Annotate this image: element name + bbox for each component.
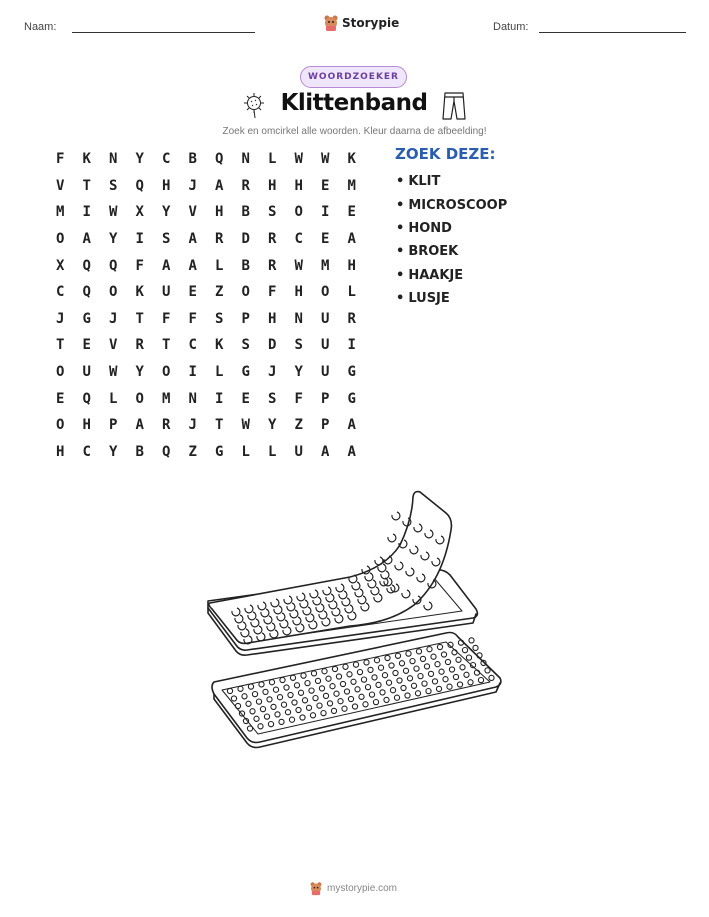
grid-cell[interactable]: S [109, 177, 118, 194]
bullet: • [396, 197, 405, 213]
grid-cell[interactable]: F [162, 310, 171, 327]
grid-cell[interactable]: Q [109, 257, 118, 274]
grid-cell[interactable]: E [321, 231, 330, 248]
grid-cell[interactable]: L [347, 284, 356, 301]
grid-cell[interactable]: A [188, 231, 197, 248]
grid-cell[interactable]: A [82, 231, 91, 248]
grid-cell[interactable]: K [347, 151, 356, 168]
grid-cell[interactable]: X [135, 204, 144, 221]
instructions: Zoek en omcirkel alle woorden. Kleur daarna de afbeelding! [222, 126, 487, 137]
grid-cell[interactable]: H [162, 177, 171, 194]
footer [309, 881, 397, 896]
name-line[interactable] [72, 32, 255, 33]
grid-cell[interactable]: J [188, 177, 197, 194]
grid-cell[interactable]: B [135, 443, 144, 460]
grid-cell[interactable]: R [162, 417, 171, 434]
grid-cell[interactable]: T [162, 337, 171, 354]
grid-cell[interactable]: P [321, 390, 330, 407]
grid-cell[interactable]: B [241, 257, 250, 274]
grid-cell[interactable]: R [135, 337, 144, 354]
grid-cell[interactable]: G [241, 364, 250, 381]
grid-cell[interactable]: Y [294, 364, 303, 381]
footer-url[interactable]: mystorypie.com [327, 883, 398, 894]
grid-cell[interactable]: R [347, 310, 356, 327]
grid-cell[interactable]: L [241, 443, 250, 460]
word-item [396, 170, 596, 193]
grid-cell[interactable]: S [268, 390, 277, 407]
grid-cell[interactable]: Y [162, 204, 171, 221]
grid-cell[interactable]: I [347, 337, 356, 354]
grid-cell[interactable]: N [109, 151, 118, 168]
grid-cell[interactable]: Y [135, 151, 144, 168]
bullet: • [396, 174, 405, 190]
grid-cell[interactable]: W [294, 257, 303, 274]
loop-mark [473, 645, 478, 650]
grid-cell[interactable]: D [268, 337, 277, 354]
grid-cell[interactable]: E [241, 390, 250, 407]
grid-cell[interactable]: K [82, 151, 91, 168]
grid-cell[interactable]: J [268, 364, 277, 381]
grid-cell[interactable]: A [347, 417, 356, 434]
grid-cell[interactable]: H [82, 417, 91, 434]
grid-cell[interactable]: Q [162, 443, 171, 460]
grid-cell[interactable]: S [162, 231, 171, 248]
grid-cell[interactable]: S [268, 204, 277, 221]
grid-cell[interactable]: C [162, 151, 171, 168]
grid-cell[interactable]: M [56, 204, 65, 221]
word-item [396, 193, 596, 216]
word-item [396, 264, 596, 287]
grid-cell[interactable]: M [321, 257, 330, 274]
grid-cell[interactable]: F [135, 257, 144, 274]
grid-cell[interactable]: U [162, 284, 171, 301]
grid-cell[interactable]: S [215, 310, 224, 327]
grid-cell[interactable]: E [56, 390, 65, 407]
grid-cell[interactable]: A [188, 257, 197, 274]
burr-icon [240, 91, 268, 119]
grid-cell[interactable]: V [56, 177, 65, 194]
storypie-logo-icon [323, 14, 339, 32]
bullet: • [396, 267, 405, 283]
grid-cell[interactable]: O [56, 231, 65, 248]
grid-cell[interactable]: O [56, 364, 65, 381]
grid-cell[interactable]: O [321, 284, 330, 301]
grid-cell[interactable]: U [321, 337, 330, 354]
grid-cell[interactable]: H [294, 177, 303, 194]
grid-cell[interactable]: Z [215, 284, 224, 301]
grid-cell[interactable]: P [241, 310, 250, 327]
grid-cell[interactable]: Q [135, 177, 144, 194]
date-line[interactable] [539, 32, 686, 33]
velcro-illustration [200, 485, 510, 750]
grid-cell[interactable]: A [162, 257, 171, 274]
word-item [396, 217, 596, 240]
grid-cell[interactable]: N [294, 310, 303, 327]
grid-cell[interactable]: F [56, 151, 65, 168]
grid-cell[interactable]: C [188, 337, 197, 354]
hook-mark [388, 534, 396, 542]
grid-cell[interactable]: C [56, 284, 65, 301]
grid-cell[interactable]: Q [82, 390, 91, 407]
grid-cell[interactable]: U [321, 364, 330, 381]
grid-cell[interactable]: R [241, 177, 250, 194]
grid-cell[interactable]: S [241, 337, 250, 354]
word-item [396, 287, 596, 310]
grid-cell[interactable]: F [268, 284, 277, 301]
bullet: • [396, 244, 405, 260]
grid-cell[interactable]: U [82, 364, 91, 381]
grid-cell[interactable]: Z [188, 443, 197, 460]
hook-mark [375, 557, 383, 565]
grid-cell[interactable]: Y [109, 443, 118, 460]
grid-cell[interactable]: O [294, 204, 303, 221]
grid-cell[interactable]: W [241, 417, 250, 434]
grid-cell[interactable]: Y [268, 417, 277, 434]
grid-cell[interactable]: A [135, 417, 144, 434]
grid-cell[interactable]: V [109, 337, 118, 354]
grid-cell[interactable]: A [347, 443, 356, 460]
grid-cell[interactable]: T [135, 310, 144, 327]
date-label: Datum: [493, 21, 529, 33]
grid-cell[interactable]: J [188, 417, 197, 434]
grid-cell[interactable]: X [56, 257, 65, 274]
grid-cell[interactable]: R [215, 231, 224, 248]
loop-mark [469, 638, 474, 643]
grid-cell[interactable]: L [215, 364, 224, 381]
word-label: LUSJE [408, 291, 450, 307]
grid-cell[interactable]: H [347, 257, 356, 274]
grid-cell[interactable]: C [82, 443, 91, 460]
grid-cell[interactable]: B [241, 204, 250, 221]
word-label: BROEK [408, 244, 459, 260]
hook-mark [392, 512, 400, 520]
word-list-title: ZOEK DEZE: [395, 145, 496, 163]
bullet: • [396, 220, 405, 236]
grid-cell[interactable]: U [294, 443, 303, 460]
word-label: HAAKJE [408, 267, 464, 283]
grid-cell[interactable]: Z [294, 417, 303, 434]
grid-cell[interactable]: F [294, 390, 303, 407]
grid-cell[interactable]: K [215, 337, 224, 354]
storypie-logo [323, 13, 399, 33]
word-item [396, 240, 596, 263]
grid-cell[interactable]: V [188, 204, 197, 221]
grid-cell[interactable]: M [162, 390, 171, 407]
grid-cell[interactable]: L [268, 151, 277, 168]
grid-cell[interactable]: L [215, 257, 224, 274]
letter-grid [47, 146, 365, 465]
grid-cell[interactable]: U [321, 310, 330, 327]
grid-cell[interactable]: O [162, 364, 171, 381]
logo-text: Storypie [342, 16, 400, 30]
grid-cell[interactable]: E [347, 204, 356, 221]
grid-cell[interactable]: F [188, 310, 197, 327]
word-label: KLIT [408, 174, 441, 190]
grid-cell[interactable]: C [294, 231, 303, 248]
grid-cell[interactable]: A [215, 177, 224, 194]
grid-cell[interactable]: O [135, 390, 144, 407]
grid-cell[interactable]: O [241, 284, 250, 301]
grid-cell[interactable]: E [188, 284, 197, 301]
word-label: HOND [408, 220, 452, 236]
grid-cell[interactable]: H [294, 284, 303, 301]
grid-cell[interactable]: I [188, 364, 197, 381]
grid-cell[interactable]: Y [109, 231, 118, 248]
grid-cell[interactable]: A [347, 231, 356, 248]
grid-cell[interactable]: I [135, 231, 144, 248]
grid-cell[interactable]: I [82, 204, 91, 221]
grid-cell[interactable]: N [188, 390, 197, 407]
trousers-icon [440, 91, 468, 121]
grid-cell[interactable]: S [294, 337, 303, 354]
grid-cell[interactable]: K [135, 284, 144, 301]
grid-cell[interactable]: D [241, 231, 250, 248]
grid-cell[interactable]: E [321, 177, 330, 194]
grid-cell[interactable]: I [215, 390, 224, 407]
grid-cell[interactable]: H [268, 177, 277, 194]
word-list [396, 170, 596, 310]
type-badge: WOORDZOEKER [300, 66, 407, 88]
grid-cell[interactable]: G [215, 443, 224, 460]
grid-cell[interactable]: W [321, 151, 330, 168]
grid-cell[interactable]: O [109, 284, 118, 301]
grid-cell[interactable]: E [82, 337, 91, 354]
grid-cell[interactable]: T [215, 417, 224, 434]
grid-cell[interactable]: O [56, 417, 65, 434]
grid-cell[interactable]: R [268, 231, 277, 248]
page-title: Klittenband [280, 90, 428, 116]
grid-cell[interactable]: I [321, 204, 330, 221]
grid-cell[interactable]: G [82, 310, 91, 327]
bullet: • [396, 291, 405, 307]
grid-cell[interactable]: H [215, 204, 224, 221]
grid-cell[interactable]: A [321, 443, 330, 460]
grid-cell[interactable]: N [241, 151, 250, 168]
grid-cell[interactable]: L [268, 443, 277, 460]
storypie-footer-icon [309, 881, 323, 896]
grid-cell[interactable]: T [82, 177, 91, 194]
grid-cell[interactable]: J [56, 310, 65, 327]
grid-cell[interactable]: M [347, 177, 356, 194]
grid-cell[interactable]: G [347, 390, 356, 407]
grid-cell[interactable]: Q [82, 257, 91, 274]
grid-cell[interactable]: P [321, 417, 330, 434]
grid-cell[interactable]: Q [215, 151, 224, 168]
grid-cell[interactable]: W [109, 364, 118, 381]
grid-cell[interactable]: W [109, 204, 118, 221]
grid-cell[interactable]: J [109, 310, 118, 327]
grid-cell[interactable]: W [294, 151, 303, 168]
grid-cell[interactable]: G [347, 364, 356, 381]
grid-cell[interactable]: Q [82, 284, 91, 301]
word-label: MICROSCOOP [408, 197, 508, 213]
grid-cell[interactable]: R [268, 257, 277, 274]
grid-cell[interactable]: Y [135, 364, 144, 381]
grid-cell[interactable]: L [109, 390, 118, 407]
grid-cell[interactable]: H [268, 310, 277, 327]
grid-cell[interactable]: T [56, 337, 65, 354]
grid-cell[interactable]: H [56, 443, 65, 460]
name-label: Naam: [24, 21, 57, 33]
grid-cell[interactable]: P [109, 417, 118, 434]
grid-cell[interactable]: B [188, 151, 197, 168]
